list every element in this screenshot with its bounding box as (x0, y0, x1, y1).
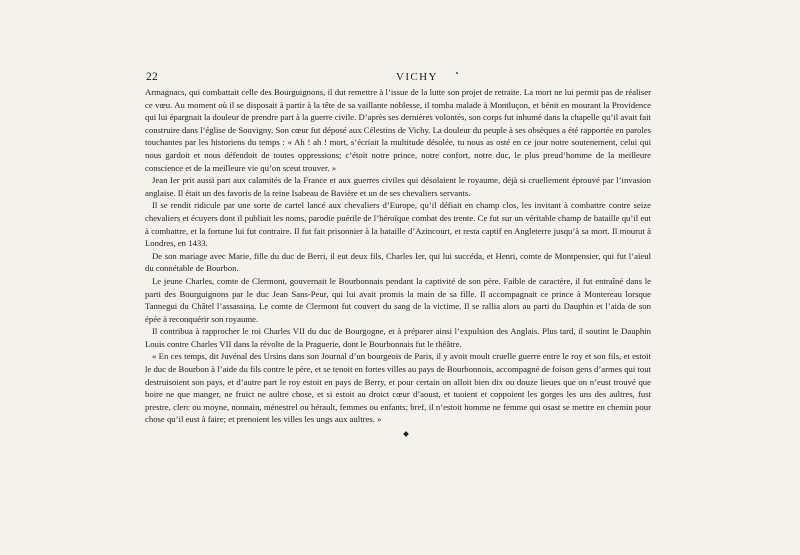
paragraph: De son mariage avec Marie, fille du duc de Berri, il eut deux fils, Charles Ier, qui lui succéda, et Henri, comte de Montpensier, qui fut l’aïeul du connétable de Bourbon. (145, 250, 651, 274)
printer-mark-icon (403, 431, 409, 437)
paper-speck (456, 72, 458, 74)
page-number: 22 (146, 71, 158, 83)
page-header (146, 71, 651, 85)
paragraph: Il contribua à rapprocher le roi Charles VII du duc de Bourgogne, et à préparer ainsi l’expulsion des Anglais. Plus tard, il soutint le Dauphin Louis contre Charles VII dans la révolte de la Praguerie, dont le Bourbonnais fut le théâtre. (145, 326, 651, 349)
body-text (145, 86, 651, 426)
paragraph: Il se rendit ridicule par une sorte de cartel lancé aux chevaliers d’Europe, qu’il défiait en champ clos, les invitant à combattre contre seize chevaliers et écuyers dont il publiait les noms, parodie puérile de l’héroïque combat des trente. Ce fut sur un véritable champ de bataille qu’il eut à combattre, et la fortune lui fut contraire. Il fut fait prisonnier à la bataille d’Azincourt, et resta captif en Angleterre jusqu’à sa mort. Il mourut à Londres, en 1433. (145, 200, 651, 249)
running-title: VICHY (396, 71, 438, 83)
paragraph: Armagnacs, qui combattait celle des Bourguignons, il dut remettre à l’issue de la lutte son projet de retraite. La mort ne lui permit pas de réaliser ce vœu. Au moment où il se disposait à partir à la tête de sa vaillante noblesse, il tomba malade à Montluçon, et bénit en mourant la Providence qui lui épargnait la douleur de prendre part à la guerre civile. D’après ses dernières volontés, son corps fut inhumé dans la chapelle qu’il avait fait construire dans l’église de Souvigny. Son cœur fut déposé aux Célestins de Vichy. La douleur du peuple à ses obsèques a été rapportée en paroles touchantes par les historiens du temps : « Ah ! ah ! mort, s’écriait la multitude désolée, tu nous as osté en ce jour notre soutenement, celui qui nous gardoit et nous défendoit de toutes oppressions; c’étoit notre prince, notre confort, notre duc, le plus preud’homme de la meilleure conscience et de la meilleure vie qu’on sceut trouver. » (145, 87, 651, 173)
paragraph: Le jeune Charles, comte de Clermont, gouvernait le Bourbonnais pendant la captivité de son père. Faible de caractère, il fut entraîné dans le parti des Bourguignons par le duc Jean Sans-Peur, qui lui avait promis la main de sa fille. Il accompagnait ce prince à Montereau lorsque Tannegui du Châtel l’assassina. Le comte de Clermont fut couvert du sang de la victime. Il se rallia alors au parti du Dauphin et l’aida de son épée à reconquérir son royaume. (145, 275, 651, 324)
paragraph: « En ces temps, dit Juvénal des Ursins dans son Journal d’un bourgeois de Paris, il y avoit moult cruelle guerre entre le roy et son fils, et estoit le duc de Bourbon à l’aide du fils contre le père, et se tenoit en fortes villes au pays de Bourbonnois, accompagné de foison gens d’armes qui tout destruisoient son pays, et d’autre part le roy estoit en pays de Berry, et pour certain on alloit bien dix ou douze lieues que on n’eust trouvé que boire ne que manger, ne fruict ne aultre chose, et si estoit au droict cœur d’aoust, et tuoient et coppoient les gorges les uns des aultres, fust prestre, clerc ou moyne, nonnain, ménestrel ou hérault, femmes ou enfants; bref, il n’estoit homme ne femme qui osast se mettre en chemin pour chose qu’il eust à faire; et prenoient les villes les ungs aux aultres. » (145, 351, 651, 425)
paragraph: Jean Ier prit aussi part aux calamités de la France et aux guerres civiles qui désolaient le royaume, déjà si cruellement éprouvé par l’invasion anglaise. Il était un des favoris de la reine Isabeau de Bavière et un de ses chevaliers servants. (145, 175, 651, 198)
